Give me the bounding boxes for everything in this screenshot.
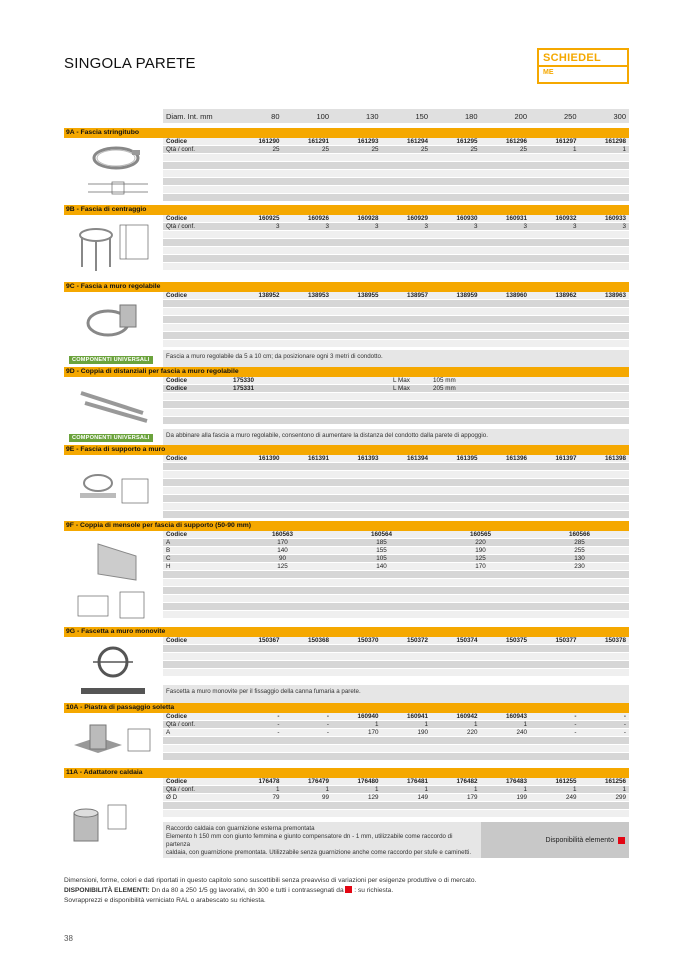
code-cell: 138962 <box>555 292 577 299</box>
qta-cell: 1 <box>523 786 527 793</box>
row-label: Codice <box>166 637 187 644</box>
dim-cell: 185 <box>376 539 387 546</box>
code-cell: 161297 <box>555 138 577 145</box>
code-cell: 161391 <box>307 455 329 462</box>
row-label: A <box>166 729 171 736</box>
qta-cell: 3 <box>325 223 329 230</box>
a-cell: 240 <box>516 729 527 736</box>
od-row <box>163 794 629 802</box>
qta-cell: 25 <box>420 146 428 153</box>
od-cell: 249 <box>565 794 577 801</box>
product-image-mensole <box>64 531 161 625</box>
section-9f <box>64 521 629 625</box>
dimension-row <box>163 547 629 555</box>
dimension-row <box>163 563 629 571</box>
section-9e <box>64 445 629 523</box>
code-cell: 150370 <box>357 637 379 644</box>
availability-label: Disponibilità elemento <box>545 836 614 844</box>
lmax-value: 205 mm <box>433 385 456 392</box>
row-label: Codice <box>166 778 187 785</box>
diameter-header <box>163 109 629 123</box>
section-9g <box>64 627 629 703</box>
row-label: Qtà / conf. <box>166 223 196 230</box>
dim-cell: 285 <box>574 539 585 546</box>
red-square-icon <box>618 837 625 844</box>
row-label: Codice <box>166 377 187 384</box>
qta-cell: 1 <box>424 721 428 728</box>
code-cell: 161294 <box>406 138 428 145</box>
codice-row <box>163 637 629 645</box>
code-cell: 138952 <box>258 292 280 299</box>
product-note: Fascia a muro regolabile da 5 a 10 cm; da posizionare ogni 3 metri di condotto. <box>163 350 629 368</box>
note-line: Raccordo caldaia con guarnizione esterna premontata <box>166 825 315 832</box>
code-cell: 176479 <box>307 778 329 785</box>
code-cell: 161291 <box>307 138 329 145</box>
od-cell: 179 <box>466 794 478 801</box>
code-cell: 160929 <box>406 215 428 222</box>
code-cell: 138960 <box>505 292 527 299</box>
code-cell: 160941 <box>406 713 428 720</box>
qta-cell: - <box>277 721 280 728</box>
code-cell: - <box>623 713 626 720</box>
qta-row <box>163 721 629 729</box>
a-cell: - <box>277 729 280 736</box>
codice-row <box>163 215 629 223</box>
code-cell: 160940 <box>357 713 379 720</box>
section-title: 9D - Coppia di distanziali per fascia a muro regolabile <box>64 367 629 377</box>
code-cell: 160933 <box>604 215 626 222</box>
diameter-value: 180 <box>464 111 478 121</box>
product-image-fascia-stringitubo <box>64 138 161 204</box>
dim-cell: 105 <box>376 555 387 562</box>
dim-cell: 140 <box>376 563 387 570</box>
qta-cell: 1 <box>622 786 626 793</box>
qta-cell: 1 <box>622 146 626 153</box>
code-cell: 176482 <box>456 778 478 785</box>
code-cell: 176480 <box>357 778 379 785</box>
code-cell: 150378 <box>604 637 626 644</box>
a-cell: - <box>326 729 329 736</box>
code-cell: 161296 <box>505 138 527 145</box>
od-cell: 99 <box>321 794 329 801</box>
qta-cell: 1 <box>374 721 379 728</box>
qta-cell: - <box>623 721 626 728</box>
dimension-row <box>163 555 629 563</box>
footer-text: : su richiesta. <box>352 887 394 894</box>
section-title: 9C - Fascia a muro regolabile <box>64 282 629 292</box>
row-label: Qtà / conf. <box>166 721 196 728</box>
product-image-fascia-supporto <box>64 455 161 523</box>
code-cell: 160930 <box>456 215 478 222</box>
codice-row <box>163 778 629 786</box>
code-cell: 161298 <box>604 138 626 145</box>
page-number: 38 <box>64 934 73 943</box>
product-note: Da abbinare alla fascia a muro regolabile, consentono di aumentare la distanza del condotto dalla parete di appoggio. <box>163 429 629 447</box>
code-cell: 160932 <box>555 215 577 222</box>
section-title: 9G - Fascetta a muro monovite <box>64 627 629 637</box>
section-title: 9E - Fascia di supporto a muro <box>64 445 629 455</box>
qta-cell: 3 <box>622 223 626 230</box>
qta-cell: 25 <box>272 146 280 153</box>
qta-cell: 1 <box>424 786 428 793</box>
product-note <box>163 822 481 858</box>
qta-cell: 25 <box>371 146 379 153</box>
diameter-value: 300 <box>613 111 626 121</box>
qta-cell: 25 <box>321 146 329 153</box>
code-cell: - <box>574 713 577 720</box>
code-cell: 161390 <box>258 455 280 462</box>
code-cell: 150367 <box>258 637 280 644</box>
qta-cell: 1 <box>325 786 329 793</box>
diameter-label: Diam. Int. mm <box>166 111 213 121</box>
availability-legend <box>481 822 629 858</box>
dim-cell: 90 <box>278 555 286 562</box>
section-10a <box>64 703 629 767</box>
footer-text: Dn da 80 a 250 1/5 gg lavorativi, dn 300 e tutti i contrassegnati da <box>149 887 346 894</box>
code-cell: 160943 <box>505 713 527 720</box>
qta-cell: 1 <box>473 721 478 728</box>
code-cell: 161398 <box>604 455 626 462</box>
note-line: caldaia, con guarnizione premontata. Utilizzabile senza guarnizione anche come raccordo per stufe e caminetti. <box>166 849 472 856</box>
dim-cell: 255 <box>574 547 585 554</box>
codice-row <box>163 713 629 721</box>
section-11a <box>64 768 629 858</box>
section-9b <box>64 205 629 277</box>
product-image-piastra <box>64 713 161 767</box>
section-title: 9A - Fascia stringitubo <box>64 128 629 138</box>
code-cell: 161397 <box>555 455 577 462</box>
logo-sub: ME <box>543 69 554 76</box>
logo-name: SCHIEDEL <box>539 50 627 67</box>
section-title: 10A - Piastra di passaggio soletta <box>64 703 629 713</box>
code-cell: 160942 <box>456 713 478 720</box>
product-image-distanziali <box>64 377 161 429</box>
availability-heading: DISPONIBILITÀ ELEMENTI: <box>64 887 150 894</box>
a-cell: 220 <box>466 729 478 736</box>
row-label: Codice <box>166 292 187 299</box>
qta-cell: 3 <box>473 223 478 230</box>
dim-cell: 125 <box>475 555 486 562</box>
qta-cell: 1 <box>572 146 577 153</box>
row-label: H <box>166 563 171 570</box>
dim-cell: 220 <box>475 539 486 546</box>
od-cell: 79 <box>272 794 280 801</box>
qta-cell: 1 <box>473 786 478 793</box>
dim-cell: 230 <box>574 563 585 570</box>
code-cell: 175330 <box>233 377 255 384</box>
diameter-value: 100 <box>316 111 329 121</box>
codice-row <box>163 455 629 463</box>
product-image-adattatore <box>64 778 161 858</box>
note-line: Elemento h 150 mm con giunto femmina e giunto compensatore dn - 1 mm, utilizzabile come raccordo di partenza <box>166 833 453 848</box>
qta-cell: 25 <box>470 146 478 153</box>
qta-cell: 1 <box>523 721 527 728</box>
qta-cell: 25 <box>519 146 527 153</box>
section-9c <box>64 282 629 368</box>
code-cell: 161293 <box>357 138 379 145</box>
product-note: Fascetta a muro monovite per il fissaggio della canna fumaria a parete. <box>163 685 629 703</box>
a-cell: 170 <box>367 729 379 736</box>
code-cell: 150375 <box>505 637 527 644</box>
section-title: 11A - Adattatore caldaia <box>64 768 629 778</box>
row-label: Codice <box>166 531 187 538</box>
row-label: Codice <box>166 455 187 462</box>
code-cell: 161395 <box>456 455 478 462</box>
code-cell: 160566 <box>568 531 590 538</box>
od-cell: 149 <box>417 794 428 801</box>
codice-row <box>163 531 629 539</box>
page-title: SINGOLA PARETE <box>64 55 196 72</box>
code-cell: 161393 <box>357 455 379 462</box>
code-cell: 150372 <box>406 637 428 644</box>
code-cell: 138953 <box>307 292 329 299</box>
section-title: 9F - Coppia di mensole per fascia di supporto (50-90 mm) <box>64 521 629 531</box>
row-label: A <box>166 539 171 546</box>
qta-cell: 1 <box>374 786 379 793</box>
codice-row <box>163 377 629 385</box>
lmax-label: L Max <box>393 377 410 384</box>
code-cell: 161290 <box>258 138 280 145</box>
od-cell: 299 <box>615 794 626 801</box>
componenti-universali-badge: COMPONENTI UNIVERSALI <box>69 356 153 364</box>
diameter-value: 250 <box>563 111 577 121</box>
diameter-value: 80 <box>271 111 280 121</box>
footer-line: Sovrapprezzi e disponibilità verniciato RAL o arabescato su richiesta. <box>64 897 266 904</box>
qta-row <box>163 786 629 794</box>
code-cell: 150374 <box>456 637 478 644</box>
code-cell: 160563 <box>271 531 293 538</box>
qta-cell: 3 <box>572 223 577 230</box>
code-cell: 161295 <box>456 138 478 145</box>
code-cell: 160926 <box>307 215 329 222</box>
footer-notes <box>64 876 634 906</box>
code-cell: 160928 <box>357 215 379 222</box>
diameter-value: 200 <box>514 111 527 121</box>
codice-row <box>163 385 629 393</box>
od-cell: 129 <box>367 794 379 801</box>
qta-cell: 3 <box>374 223 379 230</box>
dim-cell: 155 <box>376 547 387 554</box>
code-cell: - <box>277 713 280 720</box>
code-cell: 161394 <box>406 455 428 462</box>
row-label: C <box>166 555 171 562</box>
qta-cell: 3 <box>275 223 280 230</box>
code-cell: - <box>326 713 329 720</box>
row-label: Qtà / conf. <box>166 146 196 153</box>
qta-cell: 1 <box>572 786 577 793</box>
code-cell: 160565 <box>469 531 491 538</box>
code-cell: 176483 <box>505 778 527 785</box>
a-cell: - <box>623 729 626 736</box>
code-cell: 138955 <box>357 292 379 299</box>
a-cell: - <box>574 729 577 736</box>
dim-cell: 170 <box>277 539 288 546</box>
diameter-value: 130 <box>365 111 379 121</box>
code-cell: 150377 <box>555 637 577 644</box>
qta-cell: 3 <box>424 223 428 230</box>
dimension-row <box>163 539 629 547</box>
code-cell: 150368 <box>307 637 329 644</box>
a-cell: 190 <box>417 729 428 736</box>
code-cell: 175331 <box>233 385 255 392</box>
dim-cell: 190 <box>475 547 486 554</box>
code-cell: 138959 <box>456 292 478 299</box>
dim-cell: 130 <box>574 555 585 562</box>
code-cell: 160931 <box>505 215 527 222</box>
codice-row <box>163 292 629 300</box>
section-title: 9B - Fascia di centraggio <box>64 205 629 215</box>
row-label: Qtà / conf. <box>166 786 196 793</box>
lmax-label: L Max <box>393 385 410 392</box>
product-image-fascetta-monovite <box>64 637 161 703</box>
qta-row <box>163 146 629 154</box>
footer-line <box>64 886 634 896</box>
qta-cell: - <box>326 721 329 728</box>
code-cell: 160564 <box>370 531 392 538</box>
schiedel-logo <box>537 48 629 84</box>
code-cell: 161256 <box>604 778 626 785</box>
code-cell: 176478 <box>258 778 280 785</box>
dim-cell: 140 <box>277 547 288 554</box>
code-cell: 160925 <box>258 215 280 222</box>
a-row <box>163 729 629 737</box>
code-cell: 176481 <box>406 778 428 785</box>
product-image-fascia-centraggio <box>64 215 161 277</box>
row-label: Codice <box>166 713 187 720</box>
code-cell: 138957 <box>406 292 428 299</box>
row-label: B <box>166 547 171 554</box>
row-label: Ø D <box>166 794 178 801</box>
qta-cell: - <box>574 721 577 728</box>
code-cell: 161255 <box>555 778 577 785</box>
code-cell: 161396 <box>505 455 527 462</box>
section-9a <box>64 128 629 204</box>
section-9d <box>64 367 629 447</box>
lmax-value: 105 mm <box>433 377 456 384</box>
od-cell: 199 <box>516 794 527 801</box>
qta-cell: 3 <box>523 223 527 230</box>
product-image-fascia-muro-regolabile <box>64 292 161 348</box>
footer-line: Dimensioni, forme, colori e dati riportati in questo capitolo sono suscettibili senza preavviso di variazioni per esigenze produttive o di mercato. <box>64 877 477 884</box>
dim-cell: 125 <box>277 563 288 570</box>
row-label: Codice <box>166 138 187 145</box>
dim-cell: 170 <box>475 563 486 570</box>
row-label: Codice <box>166 215 187 222</box>
componenti-universali-badge: COMPONENTI UNIVERSALI <box>69 434 153 442</box>
qta-row <box>163 223 629 231</box>
row-label: Codice <box>166 385 187 392</box>
diameter-value: 150 <box>415 111 428 121</box>
code-cell: 138963 <box>604 292 626 299</box>
codice-row <box>163 138 629 146</box>
qta-cell: 1 <box>275 786 280 793</box>
